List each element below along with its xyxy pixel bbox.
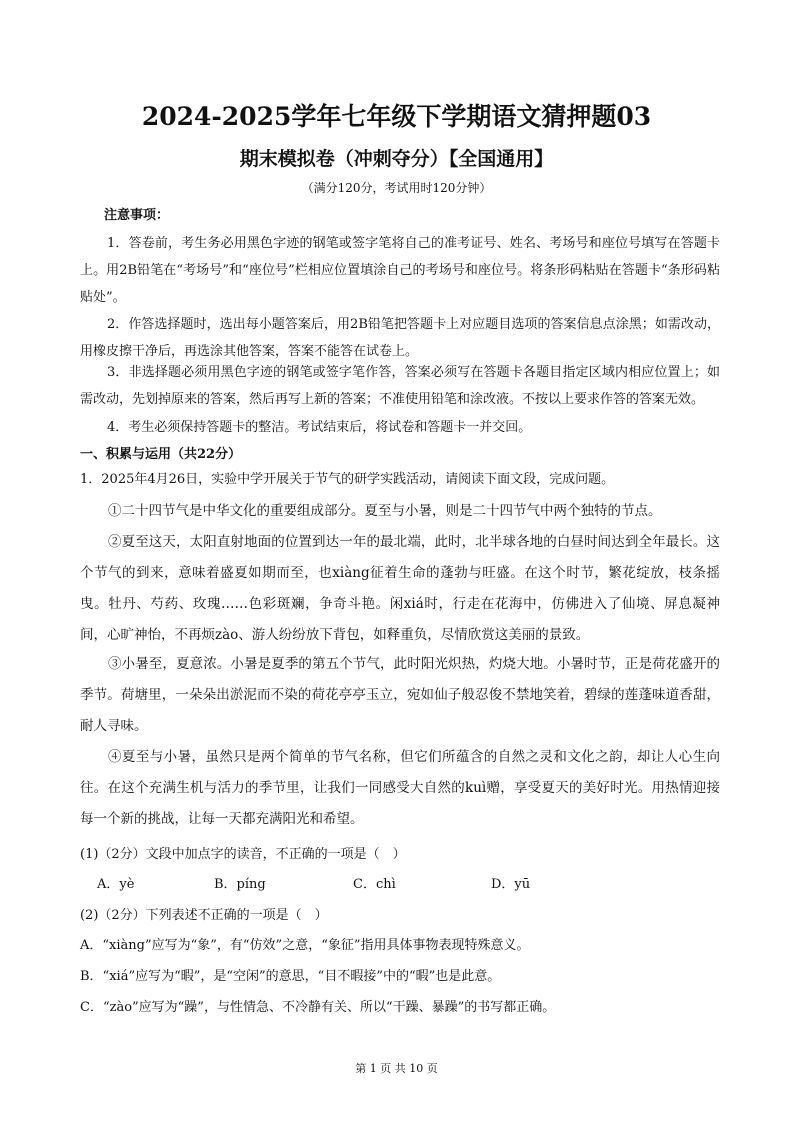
question-1-sub-2: (2)（2分）下列表述不正确的一项是（ ）: [80, 908, 328, 923]
section-heading: 一、积累与运用（共22分）: [80, 447, 242, 462]
option-a[interactable]: A．yè: [97, 877, 135, 892]
passage-paragraph-2: ②夏至这天，太阳直射地面的位置到达一年的最北端，此时，北半球各地的白昼时间达到全年最长。这个节气的到来，意味着盛夏如期而至，也xiàng征着生命的蓬勃与旺盛。在这个时节，繁花绽放，枝条摇曳。牡丹、芍药、玫瑰……色彩斑斓，争奇斗艳。闲xiá时，行走在花海中，仿佛进入了仙境、屏息凝神间，心旷神怡，不再烦zào、游人纷纷放下背包，如释重负，尽情欣赏这美丽的景致。: [80, 534, 720, 643]
sub-2-option-b[interactable]: B．“xiá”应写为“暇”，是“空闲”的意思，“目不暇接”中的“暇”也是此意。: [80, 969, 501, 984]
page-number-footer: 第 1 页 共 10 页: [355, 1062, 438, 1075]
notice-item-4: 4．考生必须保持答题卡的整洁。考试结束后，将试卷和答题卡一并交回。: [107, 420, 532, 435]
option-b[interactable]: B．píng: [214, 877, 266, 892]
notice-heading: 注意事项：: [104, 208, 170, 223]
page-title: 2024-2025学年七年级下学期语文猜押题03: [141, 102, 652, 131]
score-note: （满分120分，考试用时120分钟）: [301, 181, 492, 195]
passage-paragraph-4: ④夏至与小暑，虽然只是两个简单的节气名称，但它们所蕴含的自然之灵和文化之韵，却让人心生向往。在这个充满生机与活力的季节里，让我们一同感受大自然的kuì赠，享受夏天的美好时光。用热情迎接每一个新的挑战，让每一天都充满阳光和希望。: [80, 749, 720, 827]
question-1-sub-1: (1)（2分）文段中加点字的读音，不正确的一项是（ ）: [80, 847, 406, 862]
passage-paragraph-3: ③小暑至，夏意浓。小暑是夏季的第五个节气，此时阳光炽热，灼烧大地。小暑时节，正是荷花盛开的季节。荷塘里，一朵朵出淤泥而不染的荷花亭亭玉立，宛如仙子般忍俊不禁地笑着，碧绿的莲蓬味道香甜，耐人寻味。: [80, 656, 720, 734]
page-subtitle: 期末模拟卷（冲刺夺分）【全国通用】: [239, 148, 554, 170]
question-1-intro: 1．2025年4月26日，实验中学开展关于节气的研学实践活动，请阅读下面文段，完成问题。: [80, 472, 615, 487]
option-c[interactable]: C．chì: [353, 877, 396, 892]
notice-item-1: 1．答卷前，考生务必用黑色字迹的钢笔或签字笔将自己的准考证号、姓名、考场号和座位号填写在答题卡上。用2B铅笔在“考场号”和“座位号”栏相应位置填涂自己的考场号和座位号。将条形码粘贴在答题卡“条形码粘贴处”。: [80, 236, 720, 305]
notice-item-2: 2．作答选择题时，选出每小题答案后，用2B铅笔把答题卡上对应题目选项的答案信息点涂黑；如需改动，用橡皮擦干净后，再选涂其他答案，答案不能答在试卷上。: [80, 317, 720, 359]
sub-2-option-a[interactable]: A．“xiàng”应写为“象”，有“仿效”之意，“象征”指用具体事物表现特殊意义。: [80, 938, 530, 953]
passage-paragraph-1: ①二十四节气是中华文化的重要组成部分。夏至与小暑，则是二十四节气中两个独特的节点。: [108, 503, 662, 519]
notice-item-3: 3．非选择题必须用黑色字迹的钢笔或签字笔作答，答案必须写在答题卡各题目指定区域内相应位置上；如需改动，先划掉原来的答案，然后再写上新的答案；不准使用铅笔和涂改液。不按以上要求作答的答案无效。: [80, 365, 720, 407]
sub-2-option-c[interactable]: C．“zào”应写为“躁”，与性情急、不冷静有关、所以“干躁、暴躁”的书写都正确。: [80, 1000, 556, 1015]
option-d[interactable]: D．yū: [491, 877, 531, 892]
